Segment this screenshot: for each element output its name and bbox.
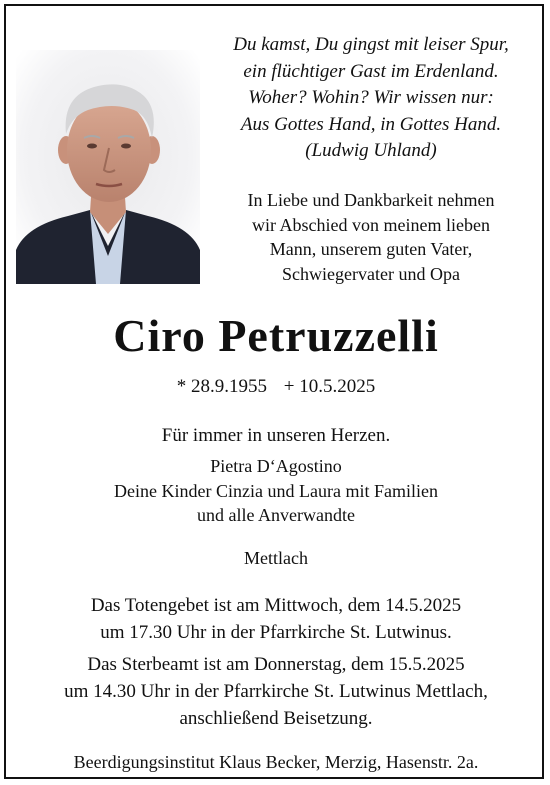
prayer-notice xyxy=(6,592,546,646)
motto: Für immer in unseren Herzen. xyxy=(161,425,391,446)
poem-line: Woher? Wohin? Wir wissen nur: xyxy=(248,87,494,108)
intro-line: In Liebe und Dankbarkeit nehmen xyxy=(247,190,495,210)
poem-line: ein flüchtiger Gast im Erdenland. xyxy=(243,60,499,82)
intro-line: Schwiegervater und Opa xyxy=(282,263,460,284)
poem-author: (Ludwig Uhland) xyxy=(305,140,437,161)
mourner-line: Deine Kinder Cinzia und Laura mit Familien xyxy=(114,480,438,501)
poem xyxy=(206,32,536,165)
intro-line: wir Abschied von meinem lieben xyxy=(252,214,490,235)
obituary-card xyxy=(4,4,544,779)
farewell-intro xyxy=(206,188,536,286)
birth-date: * 28.9.1955 xyxy=(176,376,268,397)
poem-line: Du kamst, Du gingst mit leiser Spur, xyxy=(233,34,509,55)
deceased-name: Ciro Petruzzelli xyxy=(113,310,439,361)
requiem-line: anschließend Beisetzung. xyxy=(179,708,373,729)
intro-line: Mann, unserem guten Vater, xyxy=(269,239,473,259)
mourners-list xyxy=(6,454,546,528)
prayer-line: Das Totengebet ist am Mittwoch, dem 14.5.2025 xyxy=(90,595,462,616)
requiem-line: um 14.30 Uhr in der Pfarrkirche St. Lutwinus Mettlach, xyxy=(64,681,488,702)
mourner-line: und alle Anverwandte xyxy=(197,505,355,525)
portrait-photo xyxy=(16,50,200,284)
death-date: + 10.5.2025 xyxy=(283,376,376,397)
place: Mettlach xyxy=(244,548,308,568)
poem-line: Aus Gottes Hand, in Gottes Hand. xyxy=(240,113,502,135)
portrait-image xyxy=(16,50,200,284)
life-dates xyxy=(6,374,546,400)
requiem-notice xyxy=(6,651,546,732)
requiem-line: Das Sterbeamt ist am Donnerstag, dem 15.5.2025 xyxy=(87,654,465,675)
funeral-home: Beerdigungsinstitut Klaus Becker, Merzig, Hasenstr. 2a. xyxy=(73,752,479,772)
mourner-line: Pietra D‘Agostino xyxy=(210,456,342,476)
prayer-line: um 17.30 Uhr in der Pfarrkirche St. Lutwinus. xyxy=(100,622,452,643)
